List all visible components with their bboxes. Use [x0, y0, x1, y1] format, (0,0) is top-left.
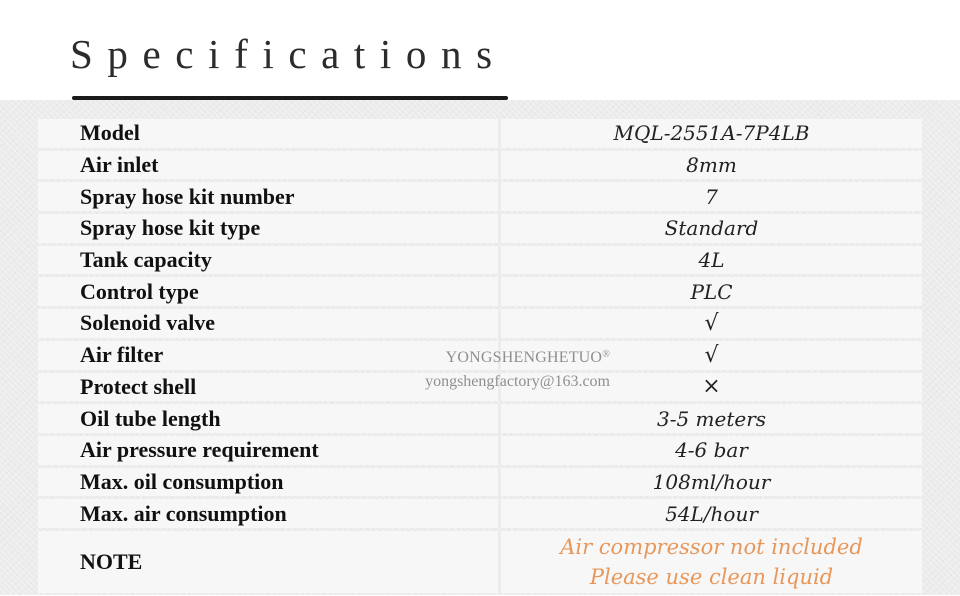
spec-label: Spray hose kit number [38, 182, 498, 211]
spec-label: Oil tube length [38, 404, 498, 433]
watermark-brand [350, 349, 610, 367]
note-value [498, 531, 922, 593]
spec-label: Model [38, 119, 498, 148]
spec-row-air-inlet [38, 151, 922, 180]
cross-mark-icon: × [498, 373, 922, 402]
spec-row-spray-hose-kit-number [38, 182, 922, 211]
note-line: Please use clean liquid [589, 564, 834, 589]
spec-value: 4-6 bar [498, 436, 922, 465]
spec-panel [0, 100, 960, 595]
spec-label: Max. air consumption [38, 499, 498, 528]
spec-row-control-type [38, 277, 922, 306]
page-title: Specifications [70, 31, 507, 77]
spec-label: Max. oil consumption [38, 468, 498, 497]
spec-value: 7 [498, 182, 922, 211]
spec-label: Control type [38, 277, 498, 306]
spec-value: 3-5 meters [498, 404, 922, 433]
spec-row-air-pressure-requirement [38, 436, 922, 465]
spec-row-note [38, 531, 922, 593]
spec-label: Air pressure requirement [38, 436, 498, 465]
spec-label: Air inlet [38, 151, 498, 180]
spec-row-max-air-consumption [38, 499, 922, 528]
spec-row-solenoid-valve [38, 309, 922, 338]
spec-row-tank-capacity [38, 246, 922, 275]
spec-row-spray-hose-kit-type [38, 214, 922, 243]
spec-row-model [38, 119, 922, 148]
check-mark-icon: √ [498, 341, 922, 370]
spec-value: 8mm [498, 151, 922, 180]
registered-mark-icon: ® [602, 349, 610, 360]
spec-value: 4L [498, 246, 922, 275]
note-line: Air compressor not included [560, 534, 863, 559]
spec-row-max-oil-consumption [38, 468, 922, 497]
spec-label: Tank capacity [38, 246, 498, 275]
check-mark-icon: √ [498, 309, 922, 338]
spec-value: PLC [498, 277, 922, 306]
spec-row-oil-tube-length [38, 404, 922, 433]
spec-label: Spray hose kit type [38, 214, 498, 243]
spec-label: Air filter [38, 341, 498, 370]
spec-label: Protect shell [38, 373, 498, 402]
watermark-email: yongshengfactory@163.com [425, 373, 610, 390]
spec-value: 108ml/hour [498, 468, 922, 497]
note-label: NOTE [38, 531, 498, 593]
spec-value: Standard [498, 214, 922, 243]
spec-label: Solenoid valve [38, 309, 498, 338]
spec-value: MQL-2551A-7P4LB [498, 119, 922, 148]
watermark-brand-text: YONGSHENGHETUO [445, 349, 603, 366]
spec-value: 54L/hour [498, 499, 922, 528]
